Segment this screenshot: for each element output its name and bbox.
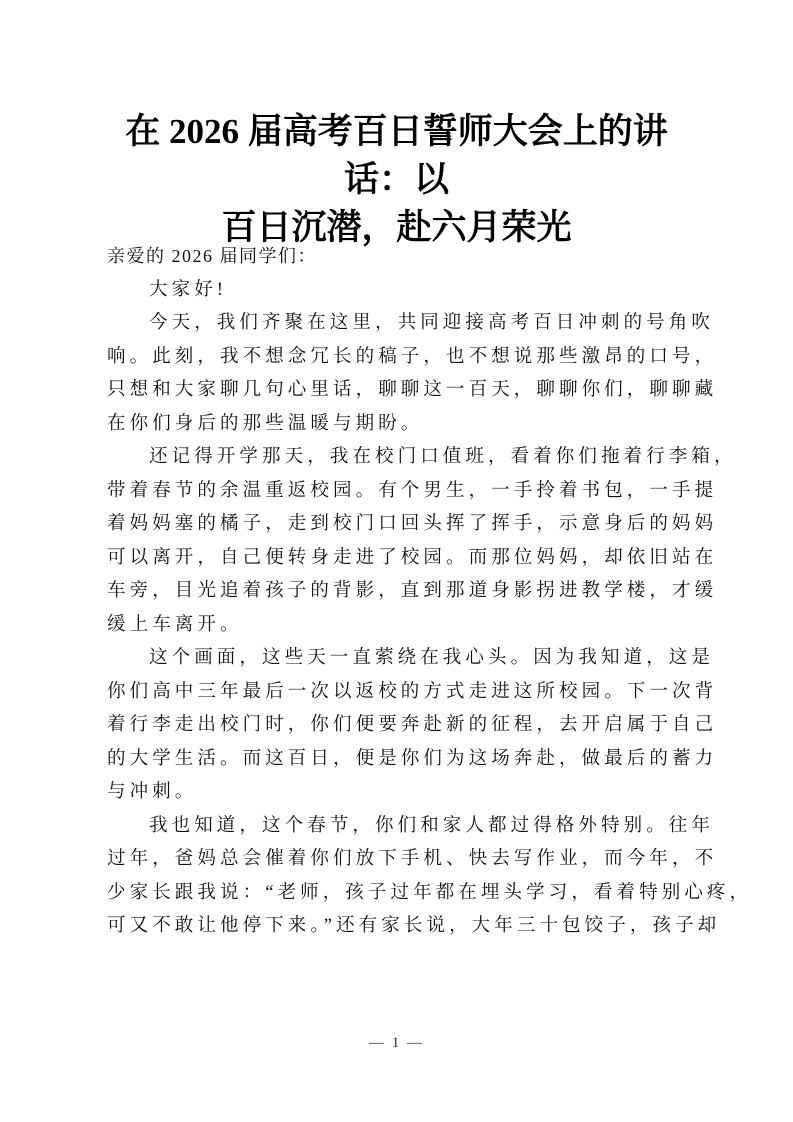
paragraph-line: 响。此刻，我不想念冗长的稿子，也不想说那些激昂的口号， <box>107 346 718 367</box>
title-line-1: 在 2026 届高考百日誓师大会上的讲话：以 <box>125 112 668 199</box>
paragraph-line: 这个画面，这些天一直萦绕在我心头。因为我知道，这是 <box>149 648 715 668</box>
page-number: — 1 — <box>369 1035 424 1051</box>
paragraph-line: 的大学生活。而这百日，便是你们为这场奔赴，做最后的蓄力 <box>107 748 718 769</box>
paragraph-3 <box>107 642 718 810</box>
paragraph-line: 着行李走出校门时，你们便要奔赴新的征程，去开启属于自己 <box>107 715 718 735</box>
paragraph-line: 车旁，目光追着孩子的背影，直到那道身影拐进教学楼，才缓 <box>107 581 718 601</box>
paragraph-4 <box>107 810 753 944</box>
paragraph-line: 过年，爸妈总会催着你们放下手机、快去写作业，而今年，不 <box>107 849 718 869</box>
paragraph-line: 带着春节的余温重返校园。有个男生，一手拎着书包，一手提 <box>107 480 718 501</box>
paragraph-line: 着妈妈塞的橘子，走到校门口回头挥了挥手，示意身后的妈妈 <box>107 514 718 534</box>
paragraph-line: 缓上车离开。 <box>107 614 243 635</box>
paragraph-line: 可又不敢让他停下来。”还有家长说，大年三十包饺子，孩子却 <box>107 916 721 936</box>
paragraph-line: 今天，我们齐聚在这里，共同迎接高考百日冲刺的号角吹 <box>149 313 715 333</box>
paragraph-line: 与冲刺。 <box>107 782 198 802</box>
paragraph-line: 少家长跟我说：“老师，孩子过年都在埋头学习，看着特别心疼， <box>107 882 753 903</box>
document-body <box>107 240 753 944</box>
paragraph-1 <box>107 307 718 441</box>
greeting: 大家好! <box>149 279 228 300</box>
paragraph-line: 你们高中三年最后一次以返校的方式走进这所校园。下一次背 <box>107 681 718 702</box>
title-line-2: 百日沉潜，赴六月荣光 <box>221 208 572 247</box>
paragraph-2 <box>107 441 737 642</box>
paragraph-line: 只想和大家聊几句心里话，聊聊这一百天，聊聊你们，聊聊藏 <box>107 380 718 400</box>
paragraph-line: 我也知道，这个春节，你们和家人都过得格外特别。往年 <box>149 815 715 836</box>
document-title <box>100 108 693 252</box>
salutation: 亲爱的 2026 届同学们： <box>107 246 317 266</box>
paragraph-line: 可以离开，自己便转身走进了校园。而那位妈妈，却依旧站在 <box>107 547 718 568</box>
paragraph-line: 在你们身后的那些温暖与期盼。 <box>107 413 424 434</box>
paragraph-line: 还记得开学那天，我在校门口值班，看着你们拖着行李箱， <box>149 447 737 467</box>
